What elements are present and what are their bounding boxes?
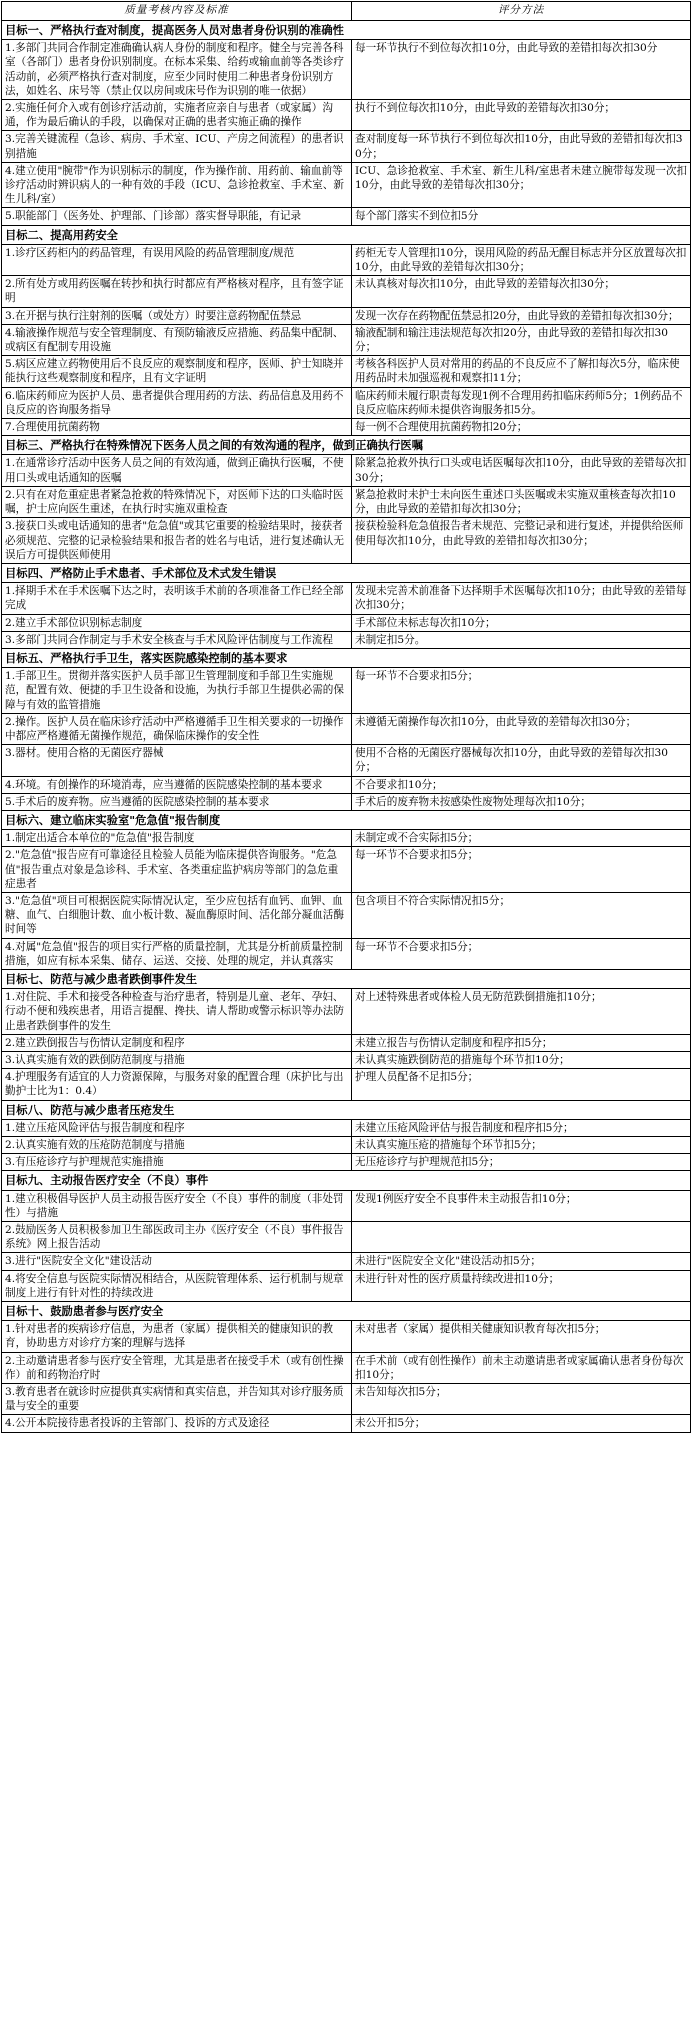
criteria-cell: 3.在开据与执行注射剂的医嘱（或处方）时要注意药物配伍禁忌 — [2, 307, 352, 324]
table-row — [2, 713, 691, 744]
section-title: 目标七、防范与减少患者跌倒事件发生 — [2, 969, 691, 988]
scoring-cell: 每一环节执行不到位每次扣10分，由此导致的差错扣每次扣30分 — [352, 40, 691, 100]
scoring-cell: 执行不到位每次扣10分，由此导致的差错每次扣30分； — [352, 100, 691, 131]
header-scoring: 评分方法 — [352, 2, 691, 21]
section-title: 目标三、严格执行在特殊情况下医务人员之间的有效沟通的程序，做到正确执行医嘱 — [2, 436, 691, 455]
scoring-cell: 未建立报告与伤情认定制度和程序扣5分； — [352, 1034, 691, 1051]
section-title: 目标一、严格执行查对制度，提高医务人员对患者身份识别的准确性 — [2, 21, 691, 40]
scoring-cell: 包含项目不符合实际情况扣5分； — [352, 892, 691, 938]
section-row — [2, 563, 691, 582]
table-row — [2, 614, 691, 631]
table-row — [2, 1222, 691, 1253]
table-row — [2, 244, 691, 275]
table-row — [2, 989, 691, 1035]
scoring-cell: 每一环节不合要求扣5分； — [352, 668, 691, 714]
scoring-cell: 使用不合格的无菌医疗器械每次扣10分，由此导致的差错每次扣30分； — [352, 745, 691, 776]
table-row — [2, 745, 691, 776]
table-row — [2, 486, 691, 517]
scoring-cell: 每个部门落实不到位扣5分 — [352, 208, 691, 225]
header-criteria: 质量考核内容及标准 — [2, 2, 352, 21]
section-row — [2, 21, 691, 40]
criteria-cell: 1.对住院、手术和接受各种检查与治疗患者，特别是儿童、老年、孕妇、行动不便和残疾患者，用语言提醒、搀扶、请人帮助或警示标识等办法防止患者跌倒事件的发生 — [2, 989, 352, 1035]
criteria-cell: 5.职能部门（医务处、护理部、门诊部）落实督导职能，有记录 — [2, 208, 352, 225]
section-row — [2, 1100, 691, 1119]
table-row — [2, 131, 691, 162]
scoring-cell: 发现一次存在药物配伍禁忌扣20分，由此导致的差错扣每次扣30分； — [352, 307, 691, 324]
assessment-document — [1, 1, 690, 1433]
scoring-cell: 对上述特殊患者或体检人员无防范跌倒措施扣10分； — [352, 989, 691, 1035]
scoring-cell: 未遵循无菌操作每次扣10分，由此导致的差错每次扣30分； — [352, 713, 691, 744]
section-row — [2, 969, 691, 988]
criteria-cell: 3.完善关键流程（急诊、病房、手术室、ICU、产房之间流程）的患者识别措施 — [2, 131, 352, 162]
criteria-cell: 2.认真实施有效的压疮防范制度与措施 — [2, 1137, 352, 1154]
scoring-cell: 不合要求扣10分； — [352, 776, 691, 793]
scoring-cell: 手术部位未标志每次扣10分； — [352, 614, 691, 631]
scoring-cell: 未认真实施跌倒防范的措施每个环节扣10分； — [352, 1052, 691, 1069]
criteria-cell: 2.操作。医护人员在临床诊疗活动中严格遵循手卫生相关要求的一切操作中都应严格遵循无菌操作规范，确保临床操作的安全性 — [2, 713, 352, 744]
criteria-cell: 4.护理服务有适宜的人力资源保障，与服务对象的配置合理（床护比与出勤护士比为1：0.4） — [2, 1069, 352, 1100]
table-row — [2, 1270, 691, 1301]
criteria-cell: 4.环境。有创操作的环境消毒，应当遵循的医院感染控制的基本要求 — [2, 776, 352, 793]
table-row — [2, 455, 691, 486]
scoring-cell: 手术后的废弃物未按感染性废物处理每次扣10分； — [352, 793, 691, 810]
section-title: 目标四、严格防止手术患者、手术部位及术式发生错误 — [2, 563, 691, 582]
criteria-cell: 1.多部门共同合作制定准确确认病人身份的制度和程序。健全与完善各科室（各部门）患者身份识别制度。在标本采集、给药或输血前等各类诊疗活动前，必须严格执行查对制度，应至少同时使用二种患者身份识别方法，如姓名、床号等（禁止仅以房间或床号作为识别的唯一依据） — [2, 40, 352, 100]
scoring-cell: 药柜无专人管理扣10分，误用风险的药品无醒目标志并分区放置每次扣10分，由此导致的差错每次扣30分； — [352, 244, 691, 275]
scoring-cell: 每一例不合理使用抗菌药物扣20分； — [352, 419, 691, 436]
scoring-cell: 未制定或不合实际扣5分； — [352, 830, 691, 847]
scoring-cell: 在手术前（或有创性操作）前未主动邀请患者或家属确认患者身份每次扣10分； — [352, 1352, 691, 1383]
criteria-cell: 3.多部门共同合作制定与手术安全核查与手术风险评估制度与工作流程 — [2, 631, 352, 648]
table-row — [2, 1384, 691, 1415]
criteria-cell: 5.手术后的废弃物。应当遵循的医院感染控制的基本要求 — [2, 793, 352, 810]
criteria-cell: 1.手部卫生。贯彻并落实医护人员手部卫生管理制度和手部卫生实施规范，配置有效、便捷的手卫生设备和设施，为执行手部卫生提供必需的保障与有效的监管措施 — [2, 668, 352, 714]
scoring-cell: 查对制度每一环节执行不到位每次扣10分，由此导致的差错扣每次扣30分； — [352, 131, 691, 162]
section-title: 目标二、提高用药安全 — [2, 225, 691, 244]
section-row — [2, 436, 691, 455]
criteria-cell: 4.建立使用"腕带"作为识别标示的制度，作为操作前、用药前、输血前等诊疗活动时辨识病人的一种有效的手段（ICU、急诊抢救室、手术室、新生儿科/室） — [2, 162, 352, 208]
scoring-cell: 未对患者（家属）提供相关健康知识教育每次扣5分； — [352, 1321, 691, 1352]
scoring-cell: 每一环节不合要求扣5分； — [352, 938, 691, 969]
criteria-cell: 1.择期手术在手术医嘱下达之时，表明该手术前的各项准备工作已经全部完成 — [2, 583, 352, 614]
header-row — [2, 2, 691, 21]
table-row — [2, 1352, 691, 1383]
table-row — [2, 1415, 691, 1432]
table-row — [2, 892, 691, 938]
scoring-cell: 未制定扣5分。 — [352, 631, 691, 648]
criteria-cell: 2.建立手术部位识别标志制度 — [2, 614, 352, 631]
criteria-cell: 3.接获口头或电话通知的患者"危急值"或其它重要的检验结果时，接获者必须规范、完整的记录检验结果和报告者的姓名与电话，进行复述确认无误后方可提供医师使用 — [2, 518, 352, 564]
criteria-cell: 3."危急值"项目可根据医院实际情况认定，至少应包括有血钙、血钾、血糖、血气、白细胞计数、血小板计数、凝血酶原时间、活化部分凝血活酶时间等 — [2, 892, 352, 938]
scoring-cell: 未建立压疮风险评估与报告制度和程序扣5分； — [352, 1119, 691, 1136]
table-body — [2, 21, 691, 1433]
section-title: 目标九、主动报告医疗安全（不良）事件 — [2, 1171, 691, 1190]
criteria-cell: 1.诊疗区药柜内的药品管理，有误用风险的药品管理制度/规范 — [2, 244, 352, 275]
table-row — [2, 847, 691, 893]
criteria-cell: 4.对属"危急值"报告的项目实行严格的质量控制，尤其是分析前质量控制措施，如应有标本采集、储存、运送、交接、处理的规定，并认真落实 — [2, 938, 352, 969]
scoring-cell: 未进行针对性的医疗质量持续改进扣10分； — [352, 1270, 691, 1301]
table-row — [2, 1052, 691, 1069]
table-row — [2, 162, 691, 208]
table-row — [2, 356, 691, 387]
table-row — [2, 387, 691, 418]
table-row — [2, 419, 691, 436]
section-row — [2, 1302, 691, 1321]
section-row — [2, 810, 691, 829]
table-row — [2, 1034, 691, 1051]
table-row — [2, 208, 691, 225]
criteria-cell: 1.建立积极倡导医护人员主动报告医疗安全（不良）事件的制度（非处罚性）与措施 — [2, 1190, 352, 1221]
table-row — [2, 1069, 691, 1100]
table-row — [2, 518, 691, 564]
scoring-cell: 输液配制和输注违法规范每次扣20分，由此导致的差错扣每次扣30分； — [352, 324, 691, 355]
section-title: 目标六、建立临床实验室"危急值"报告制度 — [2, 810, 691, 829]
criteria-cell: 3.器材。使用合格的无菌医疗器械 — [2, 745, 352, 776]
criteria-cell: 2.只有在对危重症患者紧急抢救的特殊情况下，对医师下达的口头临时医嘱，护士应向医生重述，在执行时实施双重检查 — [2, 486, 352, 517]
criteria-cell: 4.输液操作规范与安全管理制度、有预防输液反应措施、药品集中配制、或病区有配制专用设施 — [2, 324, 352, 355]
assessment-table — [1, 1, 691, 1433]
criteria-cell: 1.在通常诊疗活动中医务人员之间的有效沟通，做到正确执行医嘱，不使用口头或电话通知的医嘱 — [2, 455, 352, 486]
table-row — [2, 631, 691, 648]
criteria-cell: 2.主动邀请患者参与医疗安全管理，尤其是患者在接受手术（或有创性操作）前和药物治疗时 — [2, 1352, 352, 1383]
section-title: 目标五、严格执行手卫生，落实医院感染控制的基本要求 — [2, 648, 691, 667]
scoring-cell: 考核各科医护人员对常用的药品的不良反应不了解扣每次5分，临床使用药品时未加强巡视和观察扣11分； — [352, 356, 691, 387]
table-row — [2, 276, 691, 307]
section-title: 目标十、鼓励患者参与医疗安全 — [2, 1302, 691, 1321]
criteria-cell: 3.有压疮诊疗与护理规范实施措施 — [2, 1154, 352, 1171]
criteria-cell: 3.进行"医院安全文化"建设活动 — [2, 1253, 352, 1270]
criteria-cell: 3.认真实施有效的跌倒防范制度与措施 — [2, 1052, 352, 1069]
table-row — [2, 1321, 691, 1352]
criteria-cell: 2.实施任何介入或有创诊疗活动前，实施者应亲自与患者（或家属）沟通，作为最后确认的手段，以确保对正确的患者实施正确的操作 — [2, 100, 352, 131]
criteria-cell: 7.合理使用抗菌药物 — [2, 419, 352, 436]
criteria-cell: 2.鼓励医务人员积极参加卫生部医政司主办《医疗安全（不良）事件报告系统》网上报告活动 — [2, 1222, 352, 1253]
table-row — [2, 776, 691, 793]
criteria-cell: 2."危急值"报告应有可靠途径且检验人员能为临床提供咨询服务。"危急值"报告重点对象是急诊科、手术室、各类重症监护病房等部门的急危重症患者 — [2, 847, 352, 893]
table-row — [2, 793, 691, 810]
table-row — [2, 324, 691, 355]
table-row — [2, 40, 691, 100]
scoring-cell: 未公开扣5分； — [352, 1415, 691, 1432]
scoring-cell: 未认真核对每次扣10分，由此导致的差错每次扣30分； — [352, 276, 691, 307]
table-row — [2, 307, 691, 324]
table-row — [2, 1190, 691, 1221]
section-row — [2, 648, 691, 667]
scoring-cell: 护理人员配备不足扣5分； — [352, 1069, 691, 1100]
table-row — [2, 938, 691, 969]
criteria-cell: 4.公开本院接待患者投诉的主管部门、投诉的方式及途径 — [2, 1415, 352, 1432]
table-row — [2, 1154, 691, 1171]
scoring-cell: 未认真实施压疮的措施每个环节扣5分； — [352, 1137, 691, 1154]
criteria-cell: 2.建立跌倒报告与伤情认定制度和程序 — [2, 1034, 352, 1051]
scoring-cell: ICU、急诊抢救室、手术室、新生儿科/室患者未建立腕带每发现一次扣10分，由此导致的差错每次扣30分； — [352, 162, 691, 208]
scoring-cell: 每一环节不合要求扣5分； — [352, 847, 691, 893]
scoring-cell — [352, 1222, 691, 1253]
scoring-cell: 紧急抢救时未护士未向医生重述口头医嘱或未实施双重核查每次扣10分，由此导致的差错扣每次扣30分； — [352, 486, 691, 517]
scoring-cell: 临床药师未履行职责每发现1例不合理用药扣临床药师5分；1例药品不良反应临床药师未提供咨询服务扣5分。 — [352, 387, 691, 418]
criteria-cell: 4.将安全信息与医院实际情况相结合，从医院管理体系、运行机制与规章制度上进行有针对性的持续改进 — [2, 1270, 352, 1301]
table-row — [2, 100, 691, 131]
table-row — [2, 668, 691, 714]
criteria-cell: 6.临床药师应为医护人员、患者提供合理用药的方法、药品信息及用药不良反应的咨询服务指导 — [2, 387, 352, 418]
scoring-cell: 发现未完善术前准备下达择期手术医嘱每次扣10分；由此导致的差错每次扣30分； — [352, 583, 691, 614]
scoring-cell: 除紧急抢救外执行口头或电话医嘱每次扣10分，由此导致的差错每次扣30分； — [352, 455, 691, 486]
criteria-cell: 1.制定出适合本单位的"危急值"报告制度 — [2, 830, 352, 847]
criteria-cell: 5.病区应建立药物使用后不良反应的观察制度和程序，医师、护士知晓并能执行这些观察制度和程序，且有文字证明 — [2, 356, 352, 387]
table-row — [2, 1253, 691, 1270]
section-row — [2, 1171, 691, 1190]
table-row — [2, 583, 691, 614]
scoring-cell: 无压疮诊疗与护理规范扣5分； — [352, 1154, 691, 1171]
section-row — [2, 225, 691, 244]
section-title: 目标八、防范与减少患者压疮发生 — [2, 1100, 691, 1119]
table-row — [2, 830, 691, 847]
table-row — [2, 1137, 691, 1154]
scoring-cell: 发现1例医疗安全不良事件未主动报告扣10分； — [352, 1190, 691, 1221]
criteria-cell: 2.所有处方或用药医嘱在转抄和执行时都应有严格核对程序，且有签字证明 — [2, 276, 352, 307]
criteria-cell: 3.教育患者在就诊时应提供真实病情和真实信息，并告知其对诊疗服务质量与安全的重要 — [2, 1384, 352, 1415]
table-row — [2, 1119, 691, 1136]
scoring-cell: 未进行"医院安全文化"建设活动扣5分； — [352, 1253, 691, 1270]
criteria-cell: 1.针对患者的疾病诊疗信息，为患者（家属）提供相关的健康知识的教育，协助患方对诊疗方案的理解与选择 — [2, 1321, 352, 1352]
scoring-cell: 接获检验科危急值报告者未规范、完整记录和进行复述，并提供给医师使用每次扣10分，由此导致的差错扣每次扣30分； — [352, 518, 691, 564]
scoring-cell: 未告知每次扣5分； — [352, 1384, 691, 1415]
criteria-cell: 1.建立压疮风险评估与报告制度和程序 — [2, 1119, 352, 1136]
